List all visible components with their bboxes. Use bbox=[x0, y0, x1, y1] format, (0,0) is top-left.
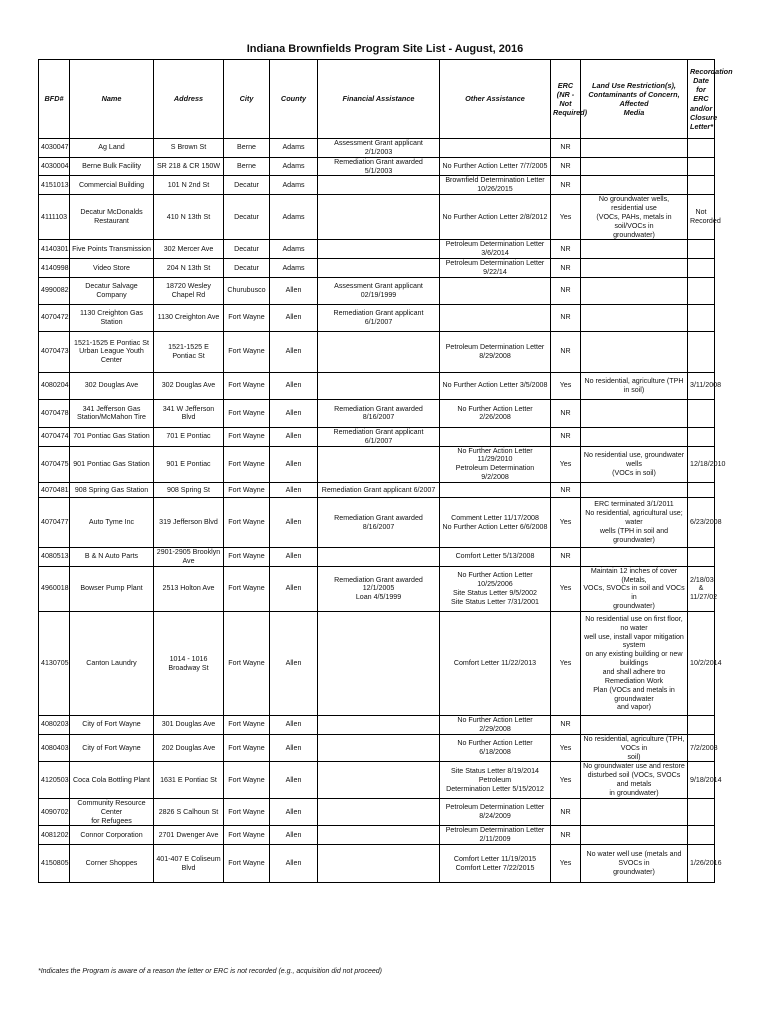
cell-bfd: 4990082 bbox=[39, 277, 70, 304]
cell-erc: NR bbox=[551, 826, 581, 845]
table-header-row bbox=[39, 60, 715, 139]
cell-land-use bbox=[581, 277, 688, 304]
cell-financial-assistance: Remediation Grant awarded 12/1/2005 Loan 4/5/1999 bbox=[318, 566, 440, 611]
cell-land-use bbox=[581, 157, 688, 176]
cell-address: 202 Douglas Ave bbox=[154, 734, 224, 762]
column-header-county: County bbox=[270, 60, 318, 139]
cell-county: Allen bbox=[270, 399, 318, 427]
cell-erc: NR bbox=[551, 139, 581, 158]
cell-county: Allen bbox=[270, 483, 318, 498]
table-row bbox=[39, 548, 715, 567]
cell-bfd: 4070477 bbox=[39, 498, 70, 548]
cell-erc: Yes bbox=[551, 498, 581, 548]
cell-address: 901 E Pontiac bbox=[154, 446, 224, 482]
column-header-city: City bbox=[224, 60, 270, 139]
cell-bfd: 4070478 bbox=[39, 399, 70, 427]
cell-erc: Yes bbox=[551, 762, 581, 798]
cell-address: SR 218 & CR 150W bbox=[154, 157, 224, 176]
cell-other-assistance bbox=[440, 139, 551, 158]
cell-other-assistance bbox=[440, 427, 551, 446]
cell-county: Allen bbox=[270, 446, 318, 482]
cell-erc: Yes bbox=[551, 372, 581, 399]
cell-county: Allen bbox=[270, 277, 318, 304]
cell-recordation-date bbox=[688, 139, 715, 158]
cell-bfd: 4140998 bbox=[39, 259, 70, 278]
cell-other-assistance: Comment Letter 11/17/2008 No Further Action Letter 6/6/2008 bbox=[440, 498, 551, 548]
table-row bbox=[39, 798, 715, 826]
cell-bfd: 4070473 bbox=[39, 331, 70, 372]
cell-bfd: 4080513 bbox=[39, 548, 70, 567]
cell-county: Adams bbox=[270, 157, 318, 176]
cell-bfd: 4130705 bbox=[39, 612, 70, 716]
cell-other-assistance: Comfort Letter 11/19/2015 Comfort Letter 7/22/2015 bbox=[440, 845, 551, 883]
cell-address: 401-407 E Coliseum Blvd bbox=[154, 845, 224, 883]
cell-erc: Yes bbox=[551, 734, 581, 762]
cell-financial-assistance bbox=[318, 716, 440, 735]
cell-name: 908 Spring Gas Station bbox=[70, 483, 154, 498]
cell-land-use bbox=[581, 139, 688, 158]
cell-recordation-date bbox=[688, 427, 715, 446]
cell-name: Corner Shoppes bbox=[70, 845, 154, 883]
cell-name: Decatur McDonalds Restaurant bbox=[70, 195, 154, 240]
cell-bfd: 4111103 bbox=[39, 195, 70, 240]
cell-county: Allen bbox=[270, 826, 318, 845]
cell-other-assistance bbox=[440, 277, 551, 304]
cell-recordation-date bbox=[688, 304, 715, 331]
cell-recordation-date bbox=[688, 399, 715, 427]
table-row bbox=[39, 139, 715, 158]
table-body bbox=[39, 139, 726, 883]
cell-bfd: 4151013 bbox=[39, 176, 70, 195]
table-row bbox=[39, 277, 715, 304]
cell-financial-assistance bbox=[318, 612, 440, 716]
cell-name: 1130 Creighton Gas Station bbox=[70, 304, 154, 331]
cell-address: 341 W Jefferson Blvd bbox=[154, 399, 224, 427]
cell-recordation-date bbox=[688, 331, 715, 372]
cell-land-use bbox=[581, 427, 688, 446]
table-row bbox=[39, 498, 715, 548]
table-row bbox=[39, 566, 715, 611]
cell-bfd: 4090702 bbox=[39, 798, 70, 826]
cell-address: 410 N 13th St bbox=[154, 195, 224, 240]
cell-land-use bbox=[581, 716, 688, 735]
cell-name: B & N Auto Parts bbox=[70, 548, 154, 567]
cell-county: Allen bbox=[270, 734, 318, 762]
cell-land-use: No water well use (metals and SVOCs in groundwater) bbox=[581, 845, 688, 883]
cell-land-use bbox=[581, 240, 688, 259]
cell-financial-assistance bbox=[318, 372, 440, 399]
cell-land-use: No residential use on first floor, no water well use, install vapor mitigation system on any existing building or new buildings and shall adhere tro Remediation Work Plan (VOCs and metals in groundwater and vapor) bbox=[581, 612, 688, 716]
cell-financial-assistance: Remediation Grant applicant 6/2007 bbox=[318, 483, 440, 498]
cell-other-assistance: No Further Action Letter 2/29/2008 bbox=[440, 716, 551, 735]
cell-other-assistance: Site Status Letter 8/19/2014 Petroleum Determination Letter 5/15/2012 bbox=[440, 762, 551, 798]
cell-other-assistance: No Further Action Letter 10/25/2006 Site Status Letter 9/5/2002 Site Status Letter 7/31/2001 bbox=[440, 566, 551, 611]
column-header-bfd: BFD# bbox=[39, 60, 70, 139]
cell-land-use: No groundwater use and restore disturbed soil (VOCs, SVOCs and metals in groundwater) bbox=[581, 762, 688, 798]
cell-county: Allen bbox=[270, 716, 318, 735]
cell-city: Churubusco bbox=[224, 277, 270, 304]
cell-city: Decatur bbox=[224, 176, 270, 195]
cell-financial-assistance bbox=[318, 176, 440, 195]
cell-county: Adams bbox=[270, 259, 318, 278]
cell-recordation-date bbox=[688, 826, 715, 845]
cell-other-assistance: No Further Action Letter 7/7/2005 bbox=[440, 157, 551, 176]
site-list-table bbox=[38, 59, 733, 883]
cell-recordation-date: Not Recorded bbox=[688, 195, 715, 240]
cell-recordation-date bbox=[688, 277, 715, 304]
cell-other-assistance: Petroleum Determination Letter 2/11/2009 bbox=[440, 826, 551, 845]
cell-city: Fort Wayne bbox=[224, 566, 270, 611]
cell-land-use: No residential, agriculture (TPH in soil) bbox=[581, 372, 688, 399]
cell-other-assistance bbox=[440, 483, 551, 498]
cell-financial-assistance bbox=[318, 240, 440, 259]
cell-county: Adams bbox=[270, 139, 318, 158]
cell-address: 301 Douglas Ave bbox=[154, 716, 224, 735]
cell-erc: Yes bbox=[551, 195, 581, 240]
cell-county: Allen bbox=[270, 304, 318, 331]
cell-bfd: 4030004 bbox=[39, 157, 70, 176]
cell-financial-assistance bbox=[318, 734, 440, 762]
cell-county: Adams bbox=[270, 176, 318, 195]
cell-financial-assistance: Remediation Grant awarded 8/16/2007 bbox=[318, 498, 440, 548]
table-row bbox=[39, 762, 715, 798]
cell-city: Fort Wayne bbox=[224, 498, 270, 548]
cell-recordation-date: 3/11/2008 bbox=[688, 372, 715, 399]
cell-city: Fort Wayne bbox=[224, 612, 270, 716]
cell-recordation-date: 1/26/2016 bbox=[688, 845, 715, 883]
cell-name: Community Resource Center for Refugees bbox=[70, 798, 154, 826]
cell-other-assistance: Petroleum Determination Letter 9/22/14 bbox=[440, 259, 551, 278]
cell-name: City of Fort Wayne bbox=[70, 734, 154, 762]
cell-address: 701 E Pontiac bbox=[154, 427, 224, 446]
cell-county: Allen bbox=[270, 498, 318, 548]
cell-erc: NR bbox=[551, 240, 581, 259]
cell-city: Fort Wayne bbox=[224, 734, 270, 762]
cell-financial-assistance bbox=[318, 826, 440, 845]
cell-address: 18720 Wesley Chapel Rd bbox=[154, 277, 224, 304]
cell-land-use bbox=[581, 304, 688, 331]
cell-land-use: No residential use, groundwater wells (VOCs in soil) bbox=[581, 446, 688, 482]
cell-bfd: 4080403 bbox=[39, 734, 70, 762]
cell-name: Video Store bbox=[70, 259, 154, 278]
document-title: Indiana Brownfields Program Site List - August, 2016 bbox=[246, 43, 524, 55]
column-header-address: Address bbox=[154, 60, 224, 139]
cell-city: Decatur bbox=[224, 240, 270, 259]
table-row bbox=[39, 304, 715, 331]
cell-bfd: 4150805 bbox=[39, 845, 70, 883]
cell-county: Allen bbox=[270, 427, 318, 446]
cell-city: Fort Wayne bbox=[224, 446, 270, 482]
cell-bfd: 4140301 bbox=[39, 240, 70, 259]
cell-name: Connor Corporation bbox=[70, 826, 154, 845]
cell-financial-assistance: Remediation Grant awarded 8/16/2007 bbox=[318, 399, 440, 427]
cell-address: 302 Mercer Ave bbox=[154, 240, 224, 259]
cell-name: Commercial Building bbox=[70, 176, 154, 195]
cell-land-use: ERC terminated 3/1/2011 No residential, agricultural use; water wells (TPH in soil and groundwater) bbox=[581, 498, 688, 548]
cell-county: Adams bbox=[270, 195, 318, 240]
table-row bbox=[39, 331, 715, 372]
cell-county: Allen bbox=[270, 762, 318, 798]
cell-other-assistance: Comfort Letter 5/13/2008 bbox=[440, 548, 551, 567]
column-header-erc: ERC (NR - Not Required) bbox=[551, 60, 581, 139]
cell-recordation-date bbox=[688, 798, 715, 826]
cell-erc: NR bbox=[551, 157, 581, 176]
table-row bbox=[39, 195, 715, 240]
cell-land-use: No groundwater wells, residential use (VOCs, PAHs, metals in soil/VOCs in groundwater) bbox=[581, 195, 688, 240]
cell-erc: NR bbox=[551, 427, 581, 446]
cell-name: Decatur Salvage Company bbox=[70, 277, 154, 304]
cell-other-assistance: No Further Action Letter 11/29/2010 Petroleum Determination 9/2/2008 bbox=[440, 446, 551, 482]
cell-erc: NR bbox=[551, 548, 581, 567]
table-row bbox=[39, 176, 715, 195]
cell-county: Allen bbox=[270, 548, 318, 567]
cell-bfd: 4960018 bbox=[39, 566, 70, 611]
cell-address: 2901-2905 Brooklyn Ave bbox=[154, 548, 224, 567]
cell-city: Fort Wayne bbox=[224, 331, 270, 372]
cell-financial-assistance: Remediation Grant applicant 6/1/2007 bbox=[318, 427, 440, 446]
cell-other-assistance: Petroleum Determination Letter 8/29/2008 bbox=[440, 331, 551, 372]
cell-name: Ag Land bbox=[70, 139, 154, 158]
cell-city: Fort Wayne bbox=[224, 372, 270, 399]
cell-name: 1521-1525 E Pontiac St Urban League Youth Center bbox=[70, 331, 154, 372]
cell-financial-assistance bbox=[318, 548, 440, 567]
cell-land-use bbox=[581, 399, 688, 427]
cell-bfd: 4080204 bbox=[39, 372, 70, 399]
cell-address: 1014 - 1016 Broadway St bbox=[154, 612, 224, 716]
cell-erc: Yes bbox=[551, 612, 581, 716]
table-row bbox=[39, 716, 715, 735]
cell-recordation-date bbox=[688, 548, 715, 567]
cell-address: 2826 S Calhoun St bbox=[154, 798, 224, 826]
cell-name: Bowser Pump Plant bbox=[70, 566, 154, 611]
cell-city: Fort Wayne bbox=[224, 483, 270, 498]
cell-city: Decatur bbox=[224, 259, 270, 278]
cell-city: Fort Wayne bbox=[224, 548, 270, 567]
cell-land-use bbox=[581, 548, 688, 567]
cell-erc: NR bbox=[551, 483, 581, 498]
cell-erc: Yes bbox=[551, 566, 581, 611]
cell-financial-assistance: Assessment Grant applicant 02/19/1999 bbox=[318, 277, 440, 304]
cell-county: Allen bbox=[270, 845, 318, 883]
cell-erc: NR bbox=[551, 716, 581, 735]
cell-other-assistance: No Further Action Letter 6/18/2008 bbox=[440, 734, 551, 762]
cell-address: 1631 E Pontiac St bbox=[154, 762, 224, 798]
cell-bfd: 4030047 bbox=[39, 139, 70, 158]
cell-city: Decatur bbox=[224, 195, 270, 240]
cell-county: Allen bbox=[270, 372, 318, 399]
cell-recordation-date: 6/23/2008 bbox=[688, 498, 715, 548]
cell-financial-assistance bbox=[318, 259, 440, 278]
cell-city: Fort Wayne bbox=[224, 798, 270, 826]
cell-other-assistance: Comfort Letter 11/22/2013 bbox=[440, 612, 551, 716]
cell-land-use: No residential, agriculture (TPH, VOCs in soil) bbox=[581, 734, 688, 762]
cell-recordation-date bbox=[688, 240, 715, 259]
cell-name: Five Points Transmission bbox=[70, 240, 154, 259]
cell-erc: NR bbox=[551, 331, 581, 372]
cell-other-assistance: Petroleum Determination Letter 3/6/2014 bbox=[440, 240, 551, 259]
cell-city: Fort Wayne bbox=[224, 304, 270, 331]
cell-erc: NR bbox=[551, 259, 581, 278]
cell-address: 1130 Creighton Ave bbox=[154, 304, 224, 331]
column-header-financial-assistance: Financial Assistance bbox=[318, 60, 440, 139]
cell-bfd: 4070474 bbox=[39, 427, 70, 446]
cell-erc: Yes bbox=[551, 446, 581, 482]
cell-address: 204 N 13th St bbox=[154, 259, 224, 278]
column-header-recordation-date: Recordation Date for ERC and/or Closure Letter* bbox=[688, 60, 715, 139]
table-row bbox=[39, 734, 715, 762]
column-header-name: Name bbox=[70, 60, 154, 139]
cell-city: Fort Wayne bbox=[224, 716, 270, 735]
cell-financial-assistance: Remediation Grant awarded 5/1/2003 bbox=[318, 157, 440, 176]
cell-city: Berne bbox=[224, 157, 270, 176]
cell-bfd: 4070481 bbox=[39, 483, 70, 498]
cell-recordation-date: 2/18/03 & 11/27/02 bbox=[688, 566, 715, 611]
cell-name: 341 Jefferson Gas Station/McMahon Tire bbox=[70, 399, 154, 427]
cell-recordation-date: 12/18/2010 bbox=[688, 446, 715, 482]
column-header-other-assistance: Other Assistance bbox=[440, 60, 551, 139]
cell-other-assistance: No Further Action Letter 2/26/2008 bbox=[440, 399, 551, 427]
cell-recordation-date bbox=[688, 157, 715, 176]
cell-financial-assistance bbox=[318, 331, 440, 372]
cell-name: Coca Cola Bottling Plant bbox=[70, 762, 154, 798]
table-row bbox=[39, 612, 715, 716]
cell-recordation-date: 7/2/2008 bbox=[688, 734, 715, 762]
cell-recordation-date: 9/18/2014 bbox=[688, 762, 715, 798]
cell-address: 908 Spring St bbox=[154, 483, 224, 498]
cell-name: Berne Bulk Facility bbox=[70, 157, 154, 176]
cell-financial-assistance: Assessment Grant applicant 2/1/2003 bbox=[318, 139, 440, 158]
cell-financial-assistance bbox=[318, 446, 440, 482]
cell-recordation-date: 10/2/2014 bbox=[688, 612, 715, 716]
column-header-land-use: Land Use Restriction(s), Contaminants of Concern, Affected Media bbox=[581, 60, 688, 139]
cell-address: 101 N 2nd St bbox=[154, 176, 224, 195]
cell-address: 319 Jefferson Blvd bbox=[154, 498, 224, 548]
table-row bbox=[39, 259, 715, 278]
table-row bbox=[39, 240, 715, 259]
cell-city: Fort Wayne bbox=[224, 427, 270, 446]
cell-financial-assistance bbox=[318, 762, 440, 798]
table-row bbox=[39, 446, 715, 482]
cell-name: 901 Pontiac Gas Station bbox=[70, 446, 154, 482]
cell-address: 2701 Dwenger Ave bbox=[154, 826, 224, 845]
cell-city: Berne bbox=[224, 139, 270, 158]
cell-other-assistance: No Further Action Letter 3/5/2008 bbox=[440, 372, 551, 399]
cell-financial-assistance bbox=[318, 845, 440, 883]
cell-erc: NR bbox=[551, 304, 581, 331]
table-row bbox=[39, 157, 715, 176]
cell-recordation-date bbox=[688, 176, 715, 195]
cell-name: 701 Pontiac Gas Station bbox=[70, 427, 154, 446]
cell-land-use bbox=[581, 176, 688, 195]
cell-other-assistance: Brownfield Determination Letter 10/26/2015 bbox=[440, 176, 551, 195]
cell-financial-assistance bbox=[318, 195, 440, 240]
cell-recordation-date bbox=[688, 483, 715, 498]
cell-recordation-date bbox=[688, 259, 715, 278]
cell-erc: Yes bbox=[551, 845, 581, 883]
cell-address: 302 Douglas Ave bbox=[154, 372, 224, 399]
cell-bfd: 4081202 bbox=[39, 826, 70, 845]
cell-other-assistance: No Further Action Letter 2/8/2012 bbox=[440, 195, 551, 240]
cell-financial-assistance bbox=[318, 798, 440, 826]
table-row bbox=[39, 399, 715, 427]
cell-other-assistance bbox=[440, 304, 551, 331]
footnote: *Indicates the Program is aware of a reason the letter or ERC is not recorded (e.g., acquisition did not proceed) bbox=[38, 968, 382, 975]
table-row bbox=[39, 826, 715, 845]
cell-address: 1521-1525 E Pontiac St bbox=[154, 331, 224, 372]
cell-city: Fort Wayne bbox=[224, 399, 270, 427]
cell-city: Fort Wayne bbox=[224, 762, 270, 798]
cell-bfd: 4070475 bbox=[39, 446, 70, 482]
cell-county: Allen bbox=[270, 798, 318, 826]
cell-county: Allen bbox=[270, 331, 318, 372]
cell-other-assistance: Petroleum Determination Letter 8/24/2009 bbox=[440, 798, 551, 826]
cell-financial-assistance: Remediation Grant applicant 6/1/2007 bbox=[318, 304, 440, 331]
cell-erc: NR bbox=[551, 176, 581, 195]
table-row bbox=[39, 845, 715, 883]
cell-city: Fort Wayne bbox=[224, 826, 270, 845]
cell-address: S Brown St bbox=[154, 139, 224, 158]
cell-erc: NR bbox=[551, 277, 581, 304]
cell-name: Canton Laundry bbox=[70, 612, 154, 716]
cell-land-use bbox=[581, 798, 688, 826]
cell-bfd: 4080203 bbox=[39, 716, 70, 735]
cell-erc: NR bbox=[551, 399, 581, 427]
cell-address: 2513 Holton Ave bbox=[154, 566, 224, 611]
cell-land-use bbox=[581, 331, 688, 372]
cell-name: City of Fort Wayne bbox=[70, 716, 154, 735]
cell-county: Adams bbox=[270, 240, 318, 259]
cell-erc: NR bbox=[551, 798, 581, 826]
cell-city: Fort Wayne bbox=[224, 845, 270, 883]
cell-county: Allen bbox=[270, 612, 318, 716]
cell-bfd: 4120503 bbox=[39, 762, 70, 798]
cell-bfd: 4070472 bbox=[39, 304, 70, 331]
cell-land-use bbox=[581, 259, 688, 278]
table-row bbox=[39, 372, 715, 399]
cell-land-use bbox=[581, 826, 688, 845]
table-row bbox=[39, 483, 715, 498]
cell-recordation-date bbox=[688, 716, 715, 735]
cell-land-use: Maintain 12 inches of cover (Metals, VOCs, SVOCs in soil and VOCs in groundwater) bbox=[581, 566, 688, 611]
cell-name: 302 Douglas Ave bbox=[70, 372, 154, 399]
cell-land-use bbox=[581, 483, 688, 498]
cell-county: Allen bbox=[270, 566, 318, 611]
cell-name: Auto Tyme Inc bbox=[70, 498, 154, 548]
table-row bbox=[39, 427, 715, 446]
